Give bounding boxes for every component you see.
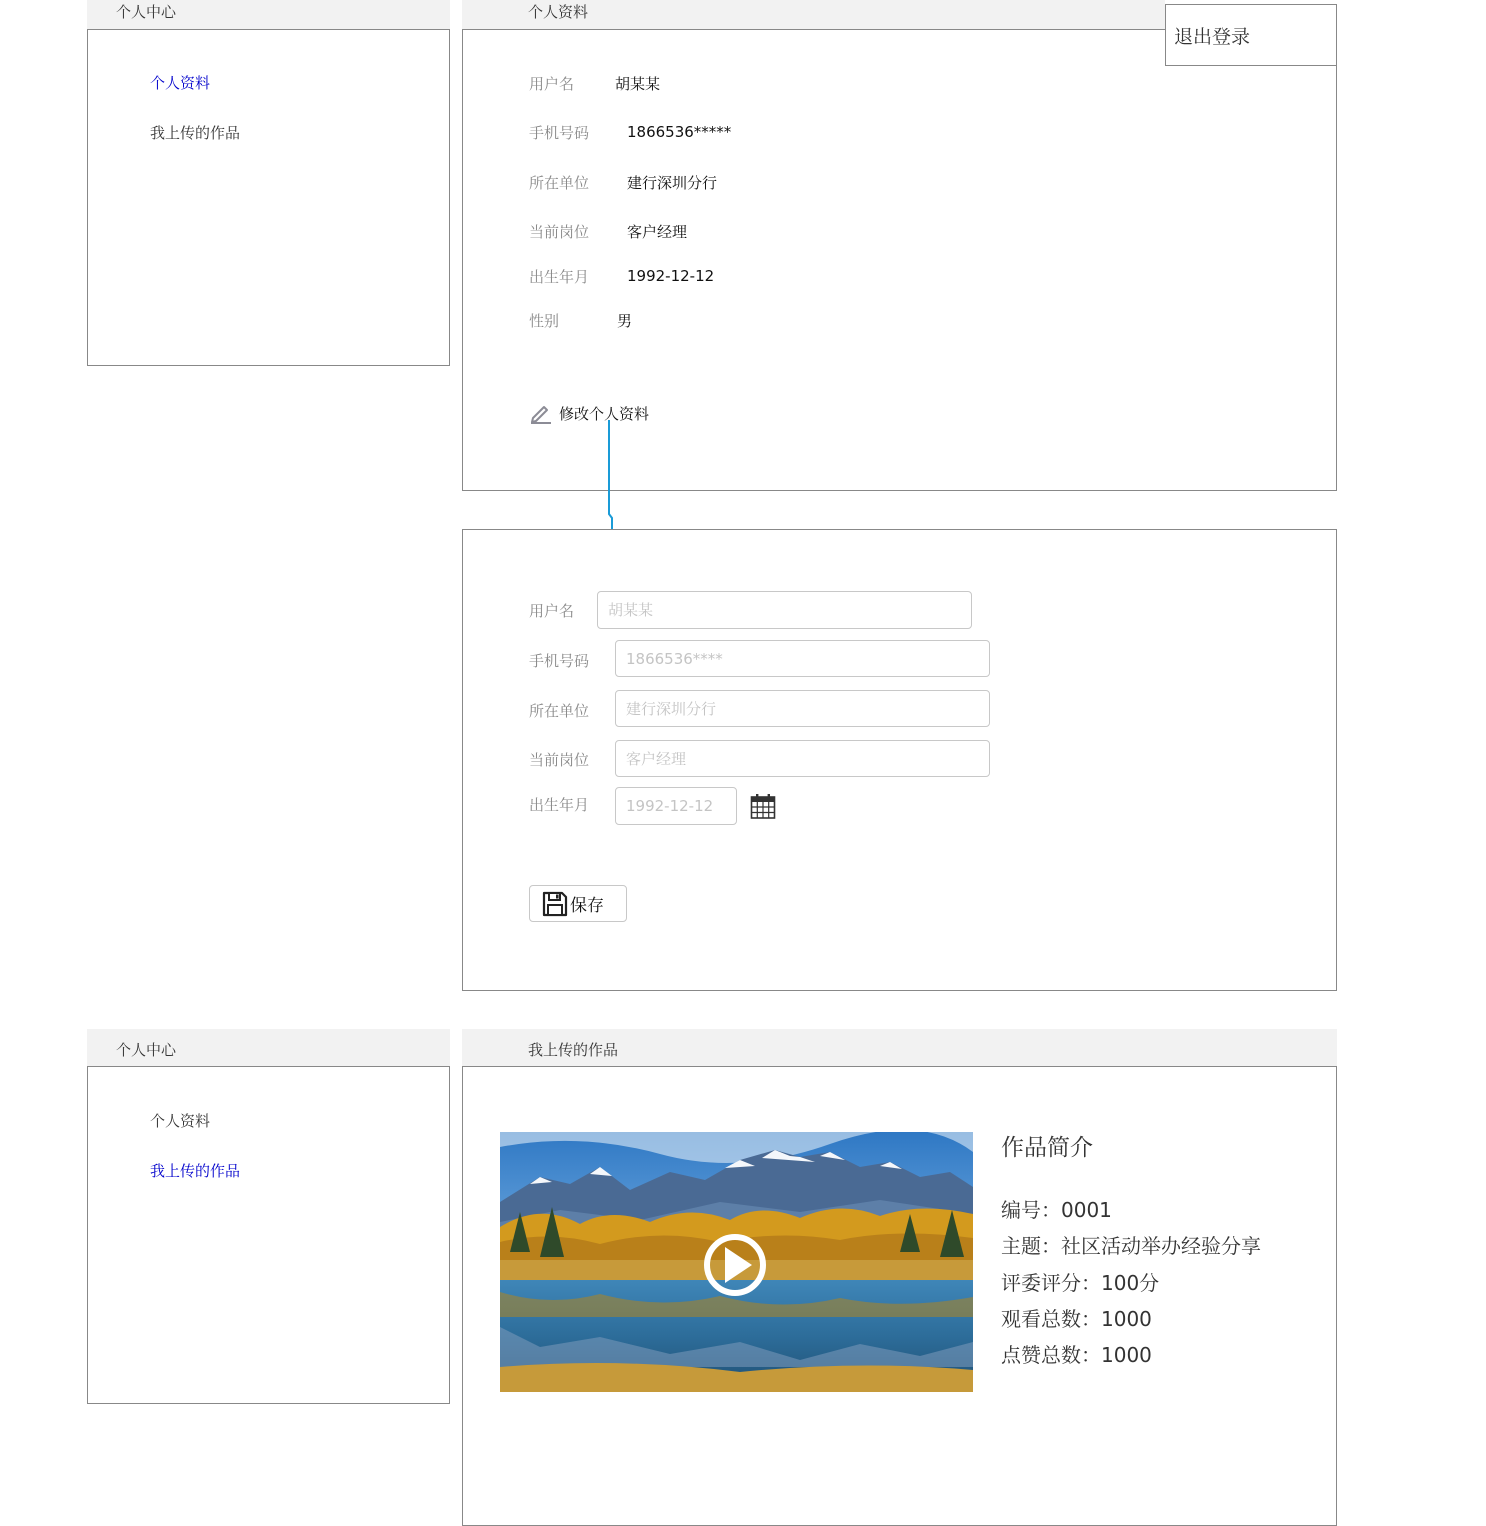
work-score: 评委评分：100分 [1001, 1271, 1160, 1295]
edit-profile-link[interactable] [529, 400, 649, 426]
work-intro-title: 作品简介 [1001, 1135, 1093, 1161]
work-id: 编号：0001 [1001, 1198, 1112, 1222]
floppy-disk-icon [542, 891, 568, 917]
profile-label-birth: 出生年月 [529, 268, 590, 286]
pencil-icon [529, 402, 553, 424]
sidebar-panel [87, 29, 450, 366]
play-icon[interactable] [703, 1235, 767, 1299]
work-topic: 主题：社区活动举办经验分享 [1001, 1234, 1261, 1258]
profile-panel [462, 26, 1337, 491]
form-label-company: 所在单位 [529, 702, 590, 720]
profile-value-position: 客户经理 [627, 223, 688, 241]
logout-menu [1165, 4, 1337, 66]
position-input[interactable] [615, 740, 990, 777]
edit-profile-label: 修改个人资料 [559, 404, 650, 423]
save-button-label: 保存 [570, 896, 604, 916]
profile-label-position: 当前岗位 [529, 223, 590, 241]
main-header-bar-2 [462, 1029, 1337, 1067]
profile-label-phone: 手机号码 [529, 124, 590, 142]
profile-value-company: 建行深圳分行 [627, 174, 718, 192]
form-label-username: 用户名 [529, 602, 575, 620]
profile-value-birth: 1992-12-12 [627, 267, 715, 285]
save-button[interactable] [529, 885, 627, 922]
form-label-phone: 手机号码 [529, 652, 590, 670]
sidebar-item-profile[interactable]: 个人资料 [150, 1112, 211, 1130]
work-likes: 点赞总数：1000 [1001, 1343, 1152, 1367]
sidebar-header-title-2: 个人中心 [116, 1041, 177, 1059]
sidebar-header-bar-2 [87, 1029, 450, 1067]
main-header-title-2: 我上传的作品 [528, 1041, 619, 1059]
sidebar-item-my-works[interactable]: 我上传的作品 [150, 1162, 241, 1180]
form-label-position: 当前岗位 [529, 751, 590, 769]
form-label-birth: 出生年月 [529, 796, 590, 814]
sidebar-item-my-works[interactable]: 我上传的作品 [150, 124, 241, 142]
profile-value-phone: 1866536***** [627, 123, 732, 141]
flow-connector [600, 418, 620, 533]
profile-label-username: 用户名 [529, 75, 575, 93]
birth-date-input[interactable] [615, 787, 737, 825]
works-panel [462, 1066, 1337, 1526]
main-header-bar [462, 0, 1165, 29]
company-input[interactable] [615, 690, 990, 727]
sidebar-header-bar [87, 0, 450, 29]
profile-value-gender: 男 [617, 312, 633, 330]
username-input[interactable] [597, 591, 972, 629]
sidebar-header-title: 个人中心 [116, 3, 177, 21]
profile-value-username: 胡某某 [615, 75, 661, 93]
work-views: 观看总数：1000 [1001, 1307, 1152, 1331]
logout-button[interactable]: 退出登录 [1174, 26, 1251, 48]
sidebar-item-profile[interactable]: 个人资料 [150, 74, 211, 92]
calendar-icon[interactable] [750, 793, 776, 819]
edit-form-panel [462, 529, 1337, 991]
phone-input[interactable] [615, 640, 990, 677]
sidebar-panel-2 [87, 1066, 450, 1404]
profile-label-company: 所在单位 [529, 174, 590, 192]
profile-label-gender: 性别 [529, 312, 560, 330]
main-header-title: 个人资料 [528, 3, 589, 21]
